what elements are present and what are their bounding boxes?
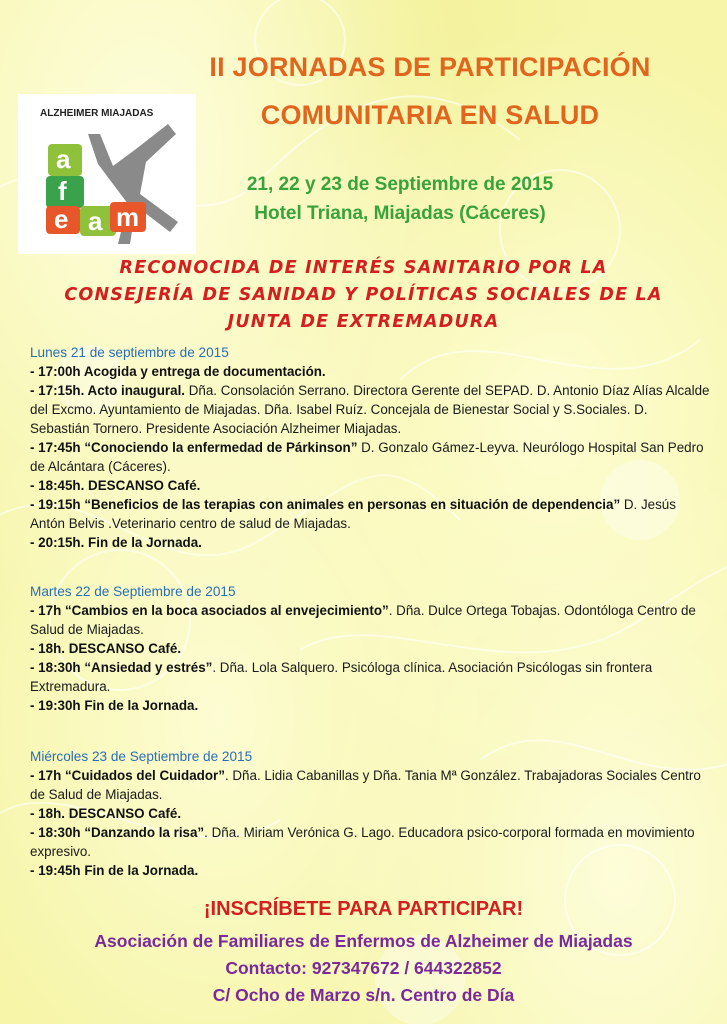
program-item: - 17:15h. Acto inaugural. Dña. Consolación Serrano. Directora Gerente del SEPAD. D. Antonio Díaz Alías Alcalde del Excmo. Ayuntamiento de Miajadas. Dña. Isabel Ruíz. Concejala de Bienestar Social y S.Sociales. D. Sebastián Tornero. Presidente Asociación Alzheimer Miajadas. [30,383,710,436]
day-heading: Lunes 21 de septiembre de 2015 [30,345,229,360]
recognition-line3: JUNTA DE EXTREMADURA [227,312,500,332]
program-item: - 18:45h. DESCANSO Café. [30,478,201,493]
recognition-line1: RECONOCIDA DE INTERÉS SANITARIO POR LA [119,258,608,278]
program-item: - 19:30h Fin de la Jornada. [30,698,199,713]
program-item: - 17:45h “Conociendo la enfermedad de Párkinson” D. Gonzalo Gámez-Leyva. Neurólogo Hospital San Pedro de Alcántara (Cáceres). [30,440,704,474]
recognition-line2: CONSEJERÍA DE SANIDAD Y POLÍTICAS SOCIALES DE LA [64,285,663,305]
program-item: - 19:45h Fin de la Jornada. [30,863,199,878]
logo-text: ALZHEIMER MIAJADAS [40,108,154,119]
logo-letter-m: m [116,202,140,232]
signup-call-to-action: ¡INSCRÍBETE PARA PARTICIPAR! [203,898,524,920]
program-day1 [30,343,710,552]
program-item: - 18h. DESCANSO Café. [30,641,182,656]
program-item: - 18h. DESCANSO Café. [30,806,182,821]
program-item: - 17h “Cuidados del Cuidador”. Dña. Lidia Cabanillas y Dña. Tania Mª González. Trabajadoras Sociales Centro de Salud de Miajadas. [30,768,701,802]
association-name: Asociación de Familiares de Enfermos de Alzheimer de Miajadas [94,931,633,951]
logo-letter-f: f [58,176,67,206]
program-item: - 18:30h “Ansiedad y estrés”. Dña. Lola Salquero. Psicóloga clínica. Asociación Psicólogas sin frontera Extremadura. [30,660,653,694]
event-dates: 21, 22 y 23 de Septiembre de 2015 [246,174,554,195]
program-day3 [30,747,710,880]
event-venue: Hotel Triana, Miajadas (Cáceres) [254,203,546,224]
day-heading: Miércoles 23 de Septiembre de 2015 [30,749,253,764]
address: C/ Ocho de Marzo s/n. Centro de Día [212,985,515,1005]
event-title-line1: II JORNADAS DE PARTICIPACIÓN [209,52,651,82]
logo-letter-a: a [56,144,71,174]
program-item: - 19:15h “Beneficios de las terapias con animales en personas en situación de dependencia” D. Jesús Antón Belvis .Veterinario centro de salud de Miajadas. [30,497,676,531]
event-title-line2: COMUNITARIA EN SALUD [260,100,600,130]
program-item: - 20:15h. Fin de la Jornada. [30,535,202,550]
logo-letter-a2: a [88,206,103,236]
logo-letter-e: e [54,204,69,234]
program-item: - 18:30h “Danzando la risa”. Dña. Miriam Verónica G. Lago. Educadora psico-corporal formada en movimiento expresivo. [30,825,695,859]
program-item: - 17:00h Acogida y entrega de documentación. [30,364,326,379]
program-item: - 17h “Cambios en la boca asociados al envejecimiento”. Dña. Dulce Ortega Tobajas. Odontóloga Centro de Salud de Miajadas. [30,603,696,637]
contact-phones: Contacto: 927347672 / 644322852 [225,958,502,978]
program-day2 [30,582,710,715]
day-heading: Martes 22 de Septiembre de 2015 [30,584,236,599]
